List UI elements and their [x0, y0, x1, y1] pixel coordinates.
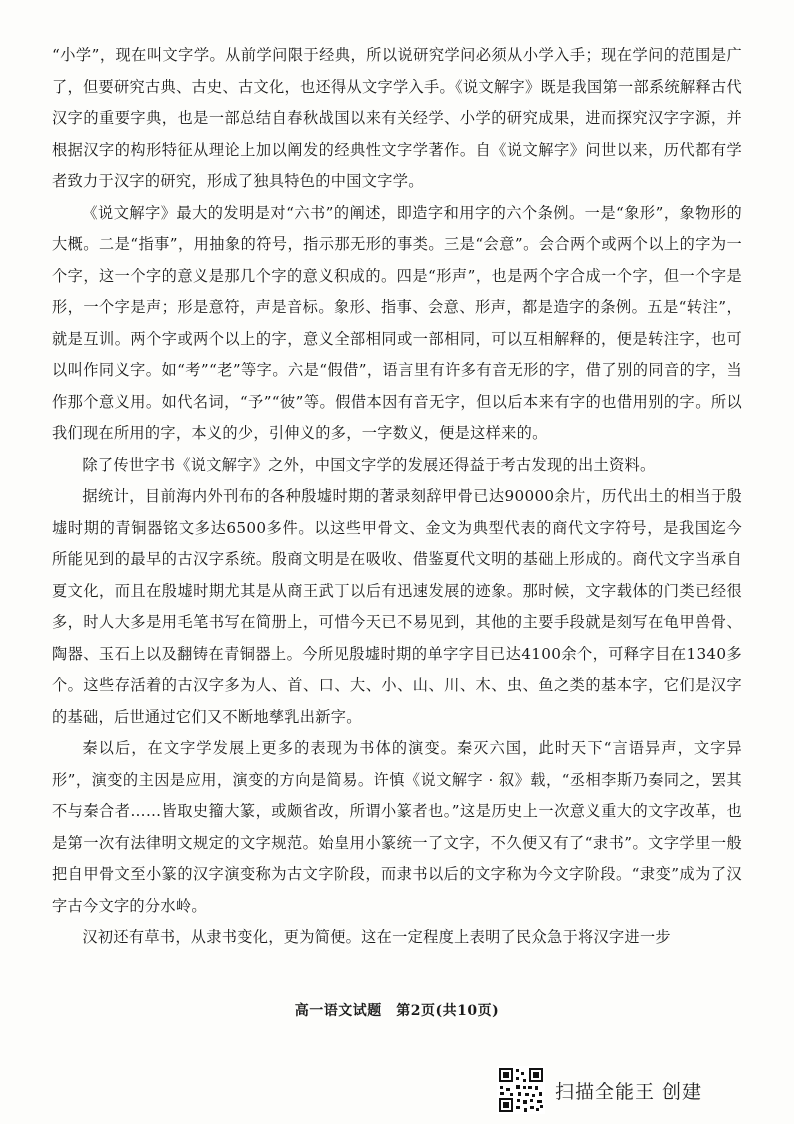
paragraph-4: 据统计，目前海内外刊布的各种殷墟时期的著录刻辞甲骨已达90000余片，历代出土的相当于殷墟时期的青铜器铭文多达6500多件。以这些甲骨文、金文为典型代表的商代文字符号，是我国迄今所能见到的最早的古汉字系统。殷商文明是在吸收、借鉴夏代文明的基础上形成的。商代文字当承自夏文化，而且在殷墟时期尤其是从商王武丁以后有迅速发展的迹象。那时候，文字载体的门类已经很多，时人大多是用毛笔书写在简册上，可惜今天已不易见到，其他的主要手段就是刻写在龟甲兽骨、陶器、玉石上以及翻铸在青铜器上。今所见殷墟时期的单字字目已达4100余个，可释字目在1340多个。这些存活着的古汉字多为人、首、口、大、小、山、川、木、虫、鱼之类的基本字，它们是汉字的基础，后世通过它们又不断地孳乳出新字。 — [52, 487, 742, 726]
paragraph-2: 《说文解字》最大的发明是对“六书”的阐述，即造字和用字的六个条例。一是“象形”，象物形的大概。二是“指事”，用抽象的符号，指示那无形的事类。三是“会意”。会合两个或两个以上的字为一个字，这一个字的意义是那几个字的意义积成的。四是“形声”，也是两个字合成一个字，但一个字是形，一个字是声；形是意符，声是音标。象形、指事、会意、形声，都是造字的条例。五是“转注”，就是互训。两个字或两个以上的字，意义全部相同或一部相同，可以互相解释的，便是转注字，也可以叫作同义字。如“考”“老”等字。六是“假借”，语言里有许多有音无形的字，借了别的同音的字，当作那个意义用。如代名词，“予”“彼”等。假借本因有音无字，但以后本来有字的也借用别的字。所以我们现在所用的字，本义的少，引伸义的多，一字数义，便是这样来的。 — [52, 203, 742, 442]
scanner-app-label: 扫描全能王 创建 — [555, 1080, 703, 1103]
paragraph-6: 汉初还有草书，从隶书变化，更为简便。这在一定程度上表明了民众急于将汉字进一步 — [82, 928, 671, 946]
page-footer: 高一语文试题 第2页(共10页) — [294, 1003, 500, 1019]
paragraph-3: 除了传世字书《说文解字》之外，中国文字学的发展还得益于考古发现的出土资料。 — [82, 455, 656, 474]
scanner-watermark — [497, 1066, 702, 1114]
article-body — [52, 40, 742, 954]
qr-code-icon — [497, 1066, 545, 1114]
paragraph-1: “小学”，现在叫文字学。从前学问限于经典，所以说研究学问必须从小学入手；现在学问的范围是广了，但要研究古典、古史、古文化，也还得从文字学入手。《说文解字》既是我国第一部系统解释古代汉字的重要字典，也是一部总结自春秋战国以来有关经学、小学的研究成果，进而探究汉字字源，并根据汉字的构形特征从理论上加以阐发的经典性文字学著作。自《说文解字》问世以来，历代都有学者致力于汉字的研究，形成了独具特色的中国文字学。 — [52, 46, 742, 190]
paragraph-5: 秦以后，在文字学发展上更多的表现为书体的演变。秦灭六国，此时天下“言语异声，文字异形”，演变的主因是应用，演变的方向是简易。许慎《说文解字 · 叙》载，“丞相李斯乃奏同之，罢其不与秦合者……皆取史籀大篆，或颇省改，所谓小篆者也。”这是历史上一次意义重大的文字改革，也是第一次有法律明文规定的文字规范。始皇用小篆统一了文字，不久便又有了“隶书”。文字学里一般把自甲骨文至小篆的汉字演变称为古文字阶段，而隶书以后的文字称为今文字阶段。“隶变”成为了汉字古今文字的分水岭。 — [52, 739, 742, 915]
